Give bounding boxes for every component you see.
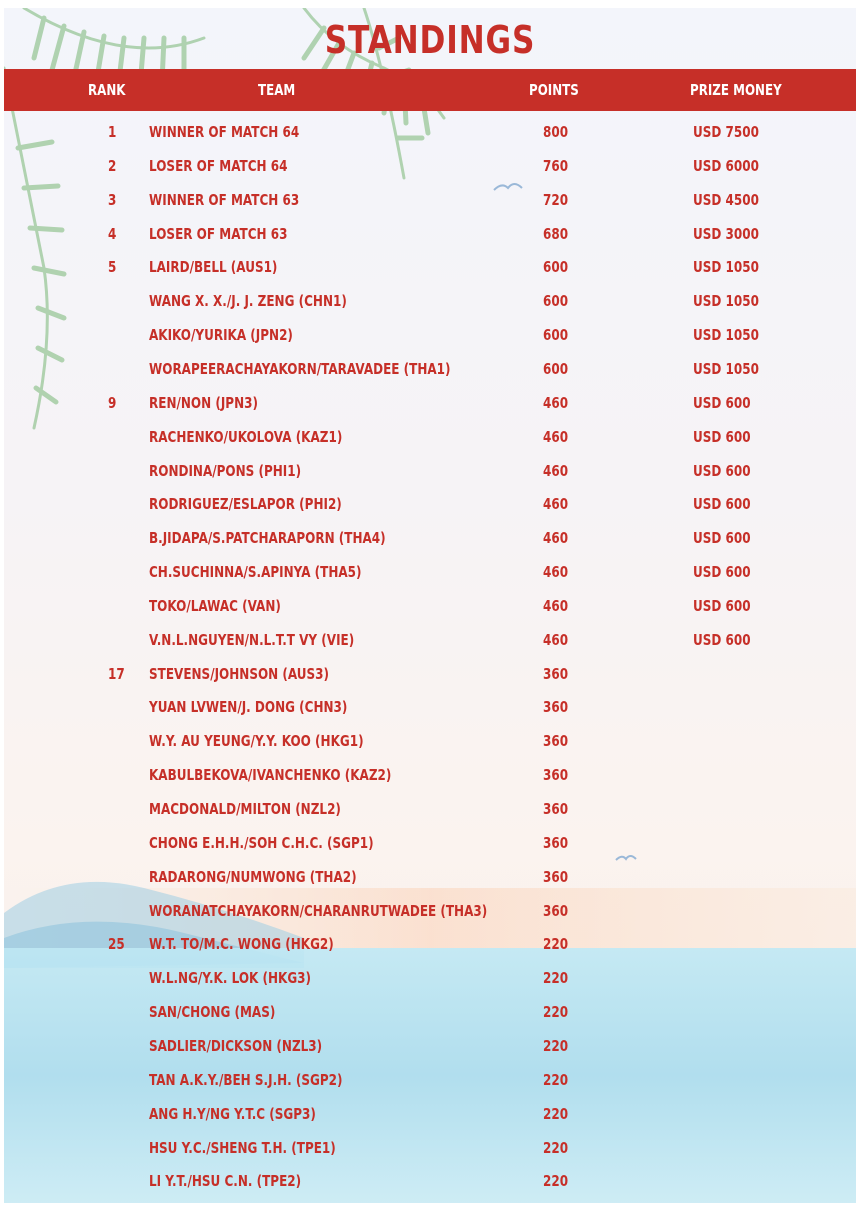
table-row bbox=[4, 1065, 856, 1095]
team-cell: YUAN LVWEN/J. DONG (CHN3) bbox=[149, 698, 348, 717]
points-cell: 220 bbox=[543, 1138, 569, 1157]
team-cell: CHONG E.H.H./SOH C.H.C. (SGP1) bbox=[149, 833, 374, 852]
team-cell: W.T. TO/M.C. WONG (HKG2) bbox=[149, 935, 334, 954]
points-cell: 360 bbox=[543, 698, 569, 717]
table-row bbox=[4, 1133, 856, 1163]
table-row bbox=[4, 1031, 856, 1061]
prize-money-cell: USD 6000 bbox=[693, 156, 759, 175]
points-cell: 600 bbox=[543, 326, 569, 345]
team-cell: ANG H.Y/NG Y.T.C (SGP3) bbox=[149, 1104, 316, 1123]
table-row bbox=[4, 929, 856, 959]
prize-money-column-header: PRIZE MONEY bbox=[690, 81, 782, 99]
points-cell: 460 bbox=[543, 596, 569, 615]
team-cell: CH.SUCHINNA/S.APINYA (THA5) bbox=[149, 563, 362, 582]
points-cell: 220 bbox=[543, 1172, 569, 1191]
team-cell: HSU Y.C./SHENG T.H. (TPE1) bbox=[149, 1138, 336, 1157]
team-cell: STEVENS/JOHNSON (AUS3) bbox=[149, 664, 330, 683]
points-cell: 460 bbox=[543, 529, 569, 548]
table-row bbox=[4, 117, 856, 147]
points-cell: 220 bbox=[543, 1104, 569, 1123]
table-row bbox=[4, 692, 856, 722]
points-cell: 460 bbox=[543, 630, 569, 649]
team-cell: AKIKO/YURIKA (JPN2) bbox=[149, 326, 293, 345]
team-cell: WANG X. X./J. J. ZENG (CHN1) bbox=[149, 292, 347, 311]
prize-money-cell: USD 600 bbox=[693, 461, 751, 480]
table-row bbox=[4, 760, 856, 790]
page-title: STANDINGS bbox=[324, 18, 536, 62]
team-cell: TOKO/LAWAC (VAN) bbox=[149, 596, 281, 615]
prize-money-cell: USD 600 bbox=[693, 529, 751, 548]
prize-money-cell: USD 600 bbox=[693, 427, 751, 446]
table-row bbox=[4, 523, 856, 553]
team-cell: LOSER OF MATCH 63 bbox=[149, 224, 288, 243]
points-cell: 460 bbox=[543, 495, 569, 514]
prize-money-cell: USD 600 bbox=[693, 563, 751, 582]
points-cell: 460 bbox=[543, 461, 569, 480]
team-cell: RADARONG/NUMWONG (THA2) bbox=[149, 867, 357, 886]
prize-money-cell: USD 600 bbox=[693, 495, 751, 514]
team-cell: V.N.L.NGUYEN/N.L.T.T VY (VIE) bbox=[149, 630, 355, 649]
standings-poster bbox=[4, 8, 856, 1203]
rank-cell: 3 bbox=[108, 190, 117, 209]
table-row bbox=[4, 794, 856, 824]
points-cell: 600 bbox=[543, 258, 569, 277]
team-cell: W.Y. AU YEUNG/Y.Y. KOO (HKG1) bbox=[149, 732, 364, 751]
table-row bbox=[4, 456, 856, 486]
points-cell: 720 bbox=[543, 190, 569, 209]
team-cell: LAIRD/BELL (AUS1) bbox=[149, 258, 278, 277]
rank-column-header: RANK bbox=[88, 81, 126, 99]
team-cell: MACDONALD/MILTON (NZL2) bbox=[149, 800, 341, 818]
team-cell: RACHENKO/UKOLOVA (KAZ1) bbox=[149, 427, 343, 446]
points-cell: 460 bbox=[543, 427, 569, 446]
table-row bbox=[4, 354, 856, 384]
table-header bbox=[4, 69, 856, 111]
table-row bbox=[4, 219, 856, 249]
prize-money-cell: USD 1050 bbox=[693, 326, 759, 345]
table-row bbox=[4, 320, 856, 350]
table-row bbox=[4, 591, 856, 621]
points-cell: 800 bbox=[543, 123, 569, 141]
rank-cell: 9 bbox=[108, 393, 117, 412]
team-cell: LOSER OF MATCH 64 bbox=[149, 156, 288, 175]
prize-money-cell: USD 1050 bbox=[693, 359, 759, 378]
prize-money-cell: USD 600 bbox=[693, 393, 751, 412]
points-cell: 220 bbox=[543, 935, 569, 954]
prize-money-cell: USD 600 bbox=[693, 630, 751, 649]
points-cell: 460 bbox=[543, 393, 569, 412]
table-row bbox=[4, 286, 856, 316]
team-cell: W.L.NG/Y.K. LOK (HKG3) bbox=[149, 969, 311, 988]
points-cell: 360 bbox=[543, 664, 569, 683]
points-cell: 600 bbox=[543, 292, 569, 311]
team-cell: REN/NON (JPN3) bbox=[149, 393, 258, 412]
points-column-header: POINTS bbox=[529, 81, 579, 99]
table-row bbox=[4, 422, 856, 452]
rank-cell: 2 bbox=[108, 156, 117, 175]
table-row bbox=[4, 963, 856, 993]
table-row bbox=[4, 151, 856, 181]
points-cell: 460 bbox=[543, 563, 569, 582]
team-cell: WORANATCHAYAKORN/CHARANRUTWADEE (THA3) bbox=[149, 901, 488, 920]
team-cell: TAN A.K.Y./BEH S.J.H. (SGP2) bbox=[149, 1070, 343, 1089]
team-cell: SAN/CHONG (MAS) bbox=[149, 1003, 276, 1022]
table-row bbox=[4, 625, 856, 655]
points-cell: 360 bbox=[543, 901, 569, 920]
points-cell: 360 bbox=[543, 800, 569, 818]
points-cell: 360 bbox=[543, 732, 569, 751]
team-cell: WINNER OF MATCH 64 bbox=[149, 123, 300, 141]
team-cell: RONDINA/PONS (PHI1) bbox=[149, 461, 302, 480]
rank-cell: 1 bbox=[108, 123, 117, 141]
team-cell: LI Y.T./HSU C.N. (TPE2) bbox=[149, 1172, 302, 1191]
table-row bbox=[4, 862, 856, 892]
team-cell: RODRIGUEZ/ESLAPOR (PHI2) bbox=[149, 495, 342, 514]
table-row bbox=[4, 828, 856, 858]
prize-money-cell: USD 1050 bbox=[693, 258, 759, 277]
points-cell: 760 bbox=[543, 156, 569, 175]
points-cell: 220 bbox=[543, 1003, 569, 1022]
team-cell: KABULBEKOVA/IVANCHENKO (KAZ2) bbox=[149, 766, 392, 785]
points-cell: 220 bbox=[543, 1070, 569, 1089]
prize-money-cell: USD 4500 bbox=[693, 190, 759, 209]
table-row bbox=[4, 252, 856, 282]
prize-money-cell: USD 1050 bbox=[693, 292, 759, 311]
rank-cell: 4 bbox=[108, 224, 117, 243]
points-cell: 600 bbox=[543, 359, 569, 378]
table-row bbox=[4, 726, 856, 756]
prize-money-cell: USD 7500 bbox=[693, 123, 759, 141]
table-row bbox=[4, 185, 856, 215]
team-cell: WORAPEERACHAYAKORN/TARAVADEE (THA1) bbox=[149, 359, 451, 378]
team-column-header: TEAM bbox=[258, 81, 296, 99]
points-cell: 220 bbox=[543, 1036, 569, 1055]
table-row bbox=[4, 557, 856, 587]
prize-money-cell: USD 600 bbox=[693, 596, 751, 615]
team-cell: WINNER OF MATCH 63 bbox=[149, 190, 300, 209]
table-row bbox=[4, 489, 856, 519]
points-cell: 680 bbox=[543, 224, 569, 243]
table-row bbox=[4, 1099, 856, 1129]
rank-cell: 5 bbox=[108, 258, 117, 277]
team-cell: B.JIDAPA/S.PATCHARAPORN (THA4) bbox=[149, 529, 386, 548]
points-cell: 360 bbox=[543, 833, 569, 852]
points-cell: 360 bbox=[543, 766, 569, 785]
table-row bbox=[4, 388, 856, 418]
table-row bbox=[4, 659, 856, 689]
points-cell: 360 bbox=[543, 867, 569, 886]
table-row bbox=[4, 1166, 856, 1196]
table-row bbox=[4, 896, 856, 926]
table-row bbox=[4, 997, 856, 1027]
points-cell: 220 bbox=[543, 969, 569, 988]
team-cell: SADLIER/DICKSON (NZL3) bbox=[149, 1036, 323, 1055]
rank-cell: 17 bbox=[108, 664, 125, 683]
prize-money-cell: USD 3000 bbox=[693, 224, 759, 243]
rank-cell: 25 bbox=[108, 935, 125, 954]
